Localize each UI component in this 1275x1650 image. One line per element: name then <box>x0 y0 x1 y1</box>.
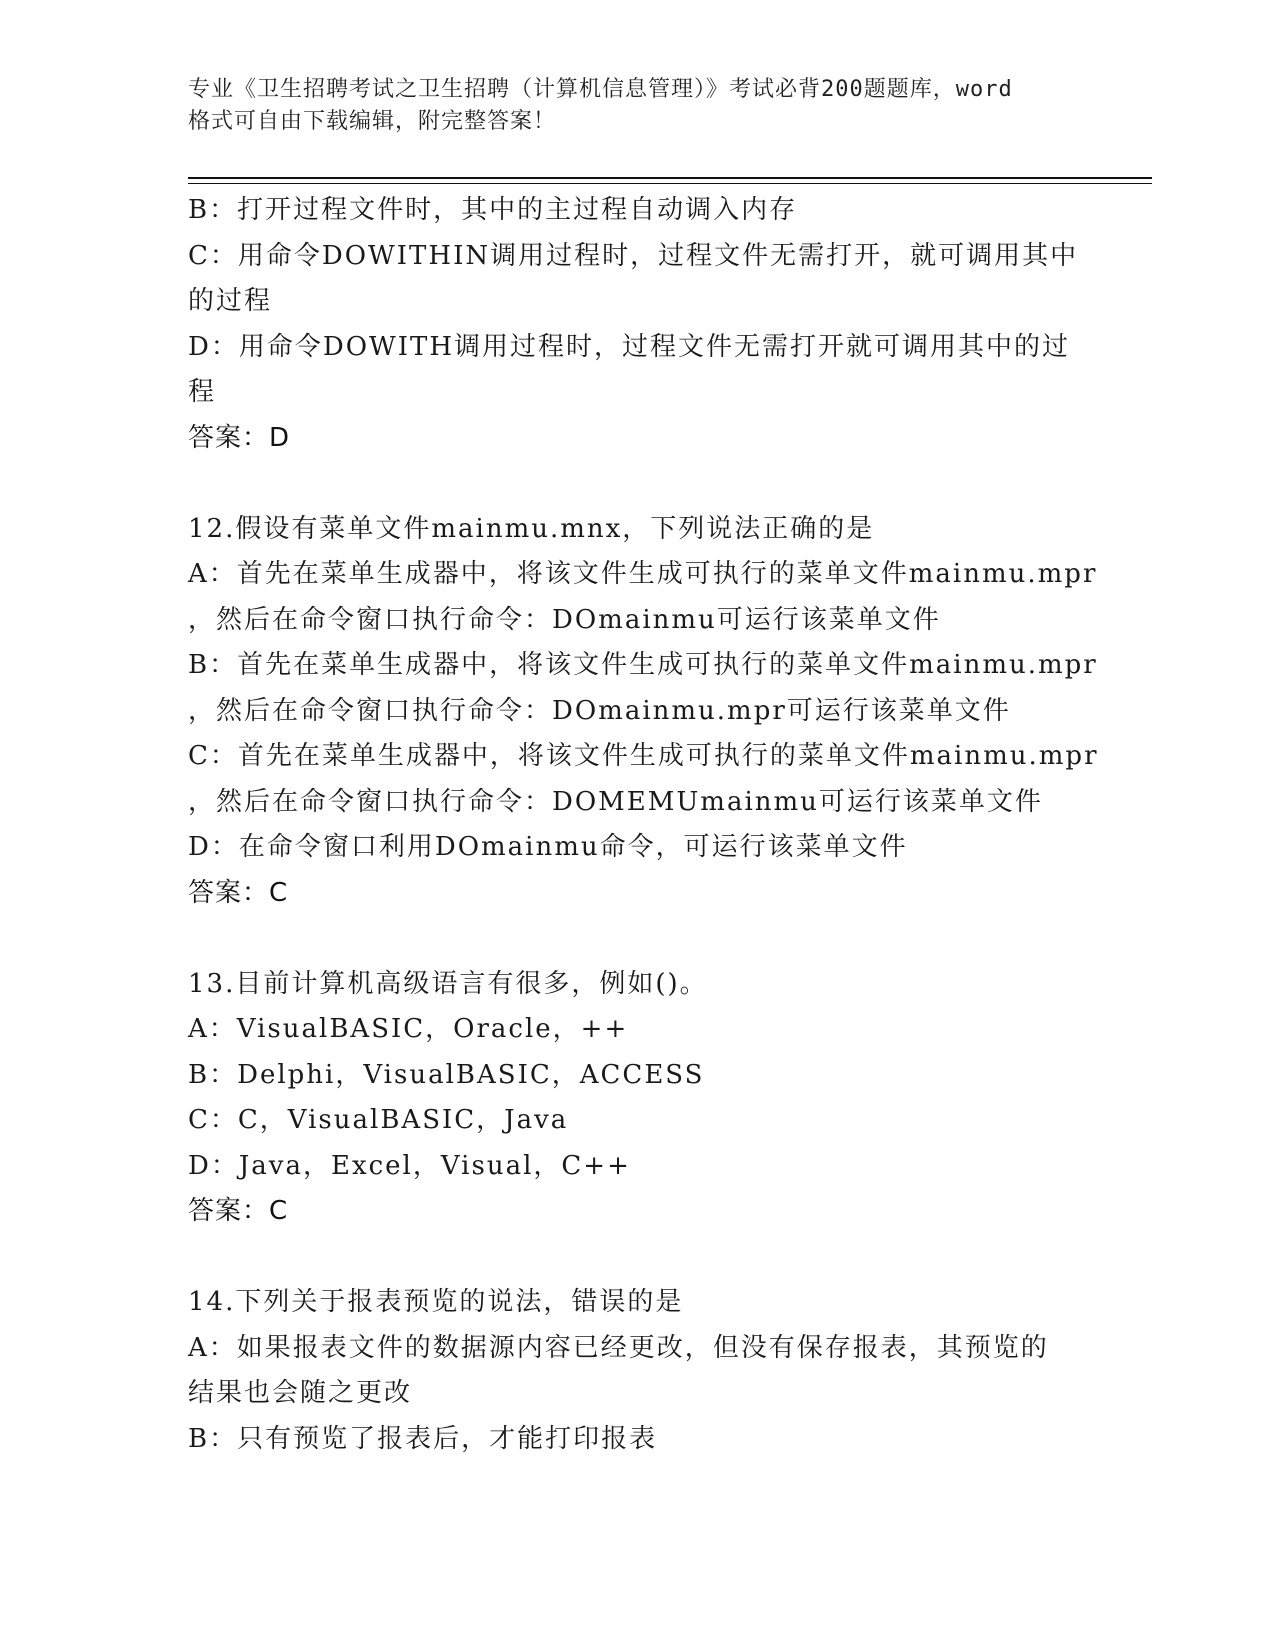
header-rule-thick <box>188 177 1152 179</box>
option-b-line-2: ，然后在命令窗口执行命令：DOmainmu.mpr可运行该菜单文件 <box>188 695 1011 726</box>
option-d: D：Java，Excel，Visual，C++ <box>188 1150 631 1181</box>
spacer <box>188 916 1088 962</box>
option-c: C：C，VisualBASIC，Java <box>188 1105 569 1135</box>
option-a: A：VisualBASIC，Oracle，++ <box>188 1014 629 1044</box>
option-d-line-1: D：用命令DOWITH调用过程时，过程文件无需打开就可调用其中的过 <box>188 331 1071 362</box>
question-stem: 14.下列关于报表预览的说法，错误的是 <box>188 1287 684 1317</box>
question-stem: 13.目前计算机高级语言有很多，例如()。 <box>188 968 708 999</box>
option-b: B：只有预览了报表后，才能打印报表 <box>188 1423 658 1454</box>
option-c-line-1: C：首先在菜单生成器中，将该文件生成可执行的菜单文件mainmu.mpr <box>188 741 1099 771</box>
spacer <box>188 1235 1088 1281</box>
answer: 答案：C <box>188 877 289 908</box>
question-11-tail <box>188 188 1088 461</box>
option-c-line-1: C：用命令DOWITHIN调用过程时，过程文件无需打开，就可调用其中 <box>188 240 1079 271</box>
option-a-line-2: ，然后在命令窗口执行命令：DOmainmu可运行该菜单文件 <box>188 604 941 635</box>
header-title-line-2: 格式可自由下载编辑，附完整答案！ <box>188 109 557 134</box>
question-12 <box>188 507 1099 917</box>
answer: 答案：C <box>188 1196 289 1226</box>
question-13 <box>188 962 1088 1235</box>
option-c-line-2: ，然后在命令窗口执行命令：DOMEMUmainmu可运行该菜单文件 <box>188 786 1043 817</box>
question-content <box>188 188 1099 1462</box>
answer: 答案：D <box>188 422 291 453</box>
header-rule-thin <box>188 183 1152 184</box>
question-stem: 12.假设有菜单文件mainmu.mnx，下列说法正确的是 <box>188 513 875 544</box>
option-a-line-1: A：如果报表文件的数据源内容已经更改，但没有保存报表，其预览的 <box>188 1332 1049 1363</box>
option-c-line-2: 的过程 <box>188 286 273 316</box>
option-b-line-1: B：首先在菜单生成器中，将该文件生成可执行的菜单文件mainmu.mpr <box>188 650 1098 680</box>
spacer <box>188 461 1088 507</box>
option-d: D：在命令窗口利用DOmainmu命令，可运行该菜单文件 <box>188 832 908 862</box>
option-d-line-2: 程 <box>188 377 217 407</box>
document-header <box>188 74 1088 138</box>
option-a-line-2: 结果也会随之更改 <box>188 1378 413 1408</box>
option-b: B：打开过程文件时，其中的主过程自动调入内存 <box>188 195 798 225</box>
question-14 <box>188 1280 1088 1462</box>
option-b: B：Delphi，VisualBASIC，ACCESS <box>188 1059 705 1090</box>
option-a-line-1: A：首先在菜单生成器中，将该文件生成可执行的菜单文件mainmu.mpr <box>188 559 1098 589</box>
header-title-line-1: 专业《卫生招聘考试之卫生招聘（计算机信息管理）》考试必背200题题库，word <box>188 77 1013 102</box>
